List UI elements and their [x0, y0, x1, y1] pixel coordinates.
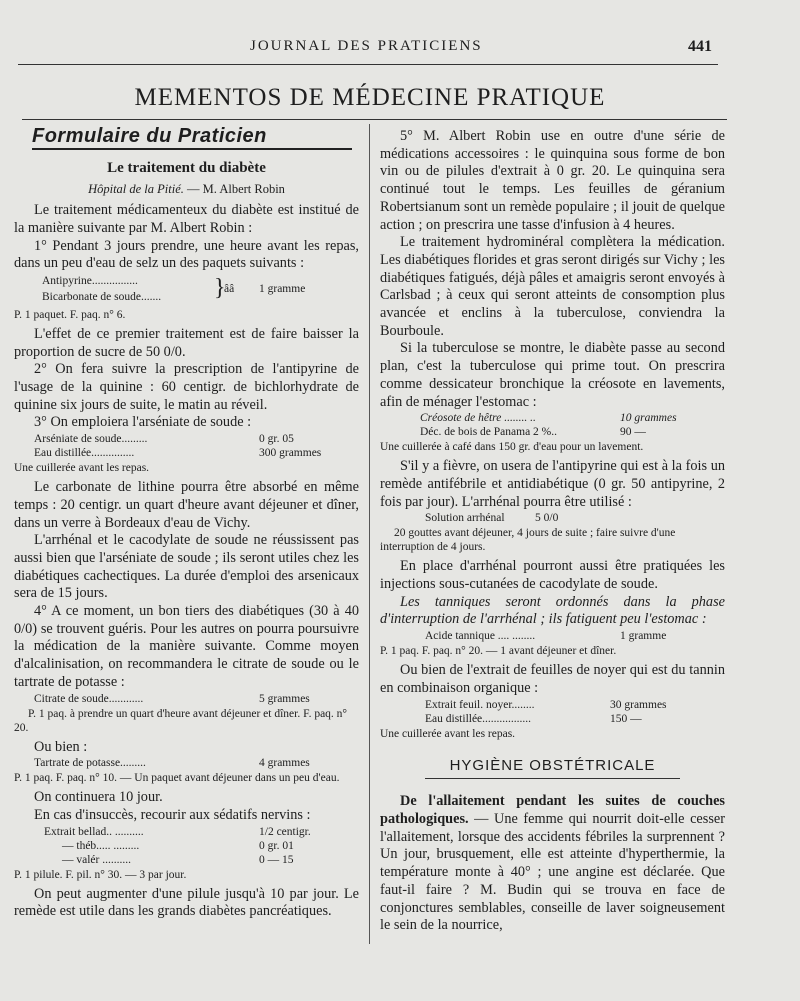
formula-dose: 90 —	[620, 426, 646, 439]
formula-ingredient: Créosote de hêtre ........ ..	[420, 412, 536, 425]
header-rule	[18, 64, 718, 65]
formula-ingredient: Tartrate de potasse.........	[34, 757, 146, 770]
paragraph: S'il y a fièvre, on usera de l'antipyrine qui est à la fois un remède antifébrile et antidiabétique (0 gr. 50 antipyrine, 2 fois par jour). L'arrhénal pourra être utilisé :	[380, 458, 725, 510]
formula-row	[14, 839, 359, 853]
formula-row	[380, 698, 725, 712]
paragraph: Le carbonate de lithine pourra être absorbé en même temps : 20 centigr. un quart d'heure avant déjeuner et dîner, dans un verre à Bordeaux d'eau de Vichy.	[14, 479, 359, 531]
formula-dose: 0 gr. 05	[259, 433, 294, 446]
paragraph: Ou bien de l'extrait de feuilles de noyer qui est du tannin en combinaison organique :	[380, 662, 725, 696]
formula-row	[14, 825, 359, 839]
formula-ingredient: Extrait bellad.. ..........	[44, 825, 144, 838]
paragraph-text: — Une femme qui nourrit doit-elle cesser l'allaitement, lorsque des accidents fébriles la surprennent ? Un jour, brusquement, elle est atteinte d'hyperthermie, la température monte à 40° ; une angine est déclarée. Que faut-il faire ? M. Budin qui se trouva en face de conjonctures semblables, conseille de laver soigneusement le sein de la nourrice,	[380, 810, 725, 934]
formula-antipyrine	[14, 273, 359, 307]
paragraph: 1° Pendant 3 jours prendre, une heure avant les repas, dans un peu d'eau de selz un des paquets suivants :	[14, 237, 359, 272]
formula-dose: 5 grammes	[259, 692, 310, 705]
paragraph: En cas d'insuccès, recourir aux sédatifs nervins :	[34, 806, 311, 823]
paragraph: Le traitement hydrominéral complètera la médication. Les diabétiques florides et gras seront dirigés sur Vichy ; les diabétiques fatigués, déjà pâles et amaigris seront envoyés à Carlsbad ; à ceux qui seront atteints de consomption plus avancée et enclins à la tuberculose, conviendra la Bourboule.	[380, 234, 725, 339]
formula-row	[14, 432, 359, 446]
formulaire-heading: Formulaire du Praticien	[32, 125, 267, 147]
paragraph: Ou bien :	[34, 738, 88, 755]
page-title: MEMENTOS DE MÉDECINE PRATIQUE	[134, 84, 606, 111]
section-location	[14, 181, 359, 199]
formula-dose: 1 gramme	[259, 282, 306, 295]
formula-row	[380, 511, 725, 525]
paragraph: Si la tuberculose se montre, le diabète passe au second plan, c'est la tuberculose qui prime tout. On prescrira comme dessicateur bronchique la créosote en lavements, afin de ménager l'estomac :	[380, 340, 725, 410]
paragraph: L'arrhénal et le cacodylate de soude ne réussissent pas aussi bien que l'arséniate de soude ; ils seront utiles chez les diabétiques cachectiques. La durée d'emploi des arsenicaux sera de 15 jours.	[14, 532, 359, 602]
column-divider	[369, 124, 370, 944]
formula-ingredient: Eau distillée...............	[34, 447, 135, 460]
formulaire-rule	[32, 148, 352, 150]
section-title: Le traitement du diabète	[107, 159, 266, 176]
formula-row	[380, 411, 725, 425]
formula-note: 20 gouttes avant déjeuner, 4 jours de suite ; faire suivre d'une interruption de 4 jours.	[380, 527, 676, 554]
paragraph: On continuera 10 jour.	[34, 789, 163, 806]
location-italic: Hôpital de la Pitié.	[88, 182, 184, 197]
right-column	[380, 128, 725, 935]
formula-note: P. 1 paquet. F. paq. n° 6.	[14, 308, 126, 321]
formula-dose: 4 grammes	[259, 757, 310, 770]
paragraph-text: Les tanniques seront ordonnés dans la phase d'interruption de l'arrhénal ; ils fatiguent peu l'estomac :	[380, 593, 725, 628]
formula-row	[14, 446, 359, 460]
paragraph: En place d'arrhénal pourront aussi être pratiquées les injections sous-cutanées de cacodylate de soude.	[380, 558, 725, 593]
formula-dose: 1/2 centigr.	[259, 825, 311, 838]
paragraph: Le traitement médicamenteux du diabète est institué de la manière suivante par M. Albert Robin :	[14, 202, 359, 236]
formula-dose: 10 grammes	[620, 412, 677, 425]
formula-row	[14, 756, 359, 770]
formula-dose: 5 0/0	[535, 512, 559, 525]
paragraph	[380, 594, 725, 629]
paragraph: 4° A ce moment, un bon tiers des diabétiques (30 à 40 0/0) se trouvent guéris. Pour les autres on pourra poursuivre la médication de la manière suivante. Comme moyen d'alcalinisation, on recommandera le citrate de soude ou le tartrate de potasse :	[14, 603, 359, 690]
formula-aa: ââ	[224, 282, 235, 295]
formula-note: P. 1 paq. F. paq. n° 10. — Un paquet avant déjeuner dans un peu d'eau.	[14, 772, 340, 785]
formula-ingredient: Citrate de soude............	[34, 692, 144, 705]
hygiene-heading: HYGIÈNE OBSTÉTRICALE	[449, 756, 656, 774]
formula-row	[380, 425, 725, 439]
formula-ingredient: — théb..... .........	[62, 839, 140, 852]
formula-row	[380, 629, 725, 643]
formula-ingredient: Déc. de bois de Panama 2 %..	[420, 426, 558, 439]
formula-ingredient: Bicarbonate de soude.......	[42, 290, 162, 303]
formula-note: P. 1 paq. F. paq. n° 20. — 1 avant déjeuner et dîner.	[380, 645, 617, 658]
formula-ingredient: Solution arrhénal	[425, 512, 505, 525]
formula-ingredient: Antipyrine................	[42, 274, 138, 287]
paragraph: 2° On fera suivre la prescription de l'antipyrine de l'usage de la quinine : 60 centigr. de bichlorhydrate de quinine six jours de suite, le matin au réveil.	[14, 361, 359, 413]
formula-dose: 300 grammes	[259, 447, 322, 460]
formula-row	[14, 853, 359, 867]
formula-note: P. 1 paq. à prendre un quart d'heure avant déjeuner et dîner. F. paq. n° 20.	[14, 707, 348, 734]
formula-note: Une cuillerée avant les repas.	[380, 727, 516, 740]
running-head	[0, 38, 800, 60]
paragraph: 5° M. Albert Robin use en outre d'une série de médications accessoires : le quinquina sous forme de bon vin ou de pilules d'extrait à 0 gr. 20. Le quinquina sera continué tout le temps. Les feuilles de géranium Robertsianum sont un remède populaire ; il jouit de quelque action ; on prescrira une tasse d'infusion à 4 heures.	[380, 128, 725, 233]
paragraph: L'effet de ce premier traitement est de faire baisser la proportion de sucre de 50 0/0.	[14, 325, 359, 360]
page-number: 441	[688, 38, 712, 55]
paragraph: 3° On emploiera l'arséniate de soude :	[34, 414, 252, 431]
brace: }	[214, 274, 226, 301]
formula-row	[14, 692, 359, 706]
formula-ingredient: Arséniate de soude.........	[34, 433, 148, 446]
formula-ingredient: Acide tannique .... ........	[425, 630, 536, 643]
formula-note: P. 1 pilule. F. pil. n° 30. — 3 par jour.	[14, 868, 187, 881]
location-author: — M. Albert Robin	[183, 182, 285, 197]
hygiene-rule	[425, 778, 680, 779]
formula-dose: 0 — 15	[259, 853, 294, 866]
formula-dose: 30 grammes	[610, 698, 667, 711]
title-rule	[22, 119, 727, 120]
formula-dose: 1 gramme	[620, 630, 667, 643]
left-column	[14, 125, 359, 921]
formula-dose: 0 gr. 01	[259, 839, 294, 852]
journal-title: JOURNAL DES PRATICIENS	[250, 38, 483, 54]
formula-note: Une cuillerée à café dans 150 gr. d'eau pour un lavement.	[380, 441, 644, 454]
paragraph-lead: De l'allaitement pendant les suites de couches pathologiques.	[380, 793, 725, 827]
formula-ingredient: Extrait feuil. noyer........	[425, 698, 535, 711]
paragraph: On peut augmenter d'une pilule jusqu'à 10 par jour. Le remède est utile dans les grands diabètes pancréatiques.	[14, 885, 359, 920]
formula-ingredient: Eau distillée.................	[425, 712, 532, 725]
formula-note: Une cuillerée avant les repas.	[14, 462, 150, 475]
formula-row	[380, 712, 725, 726]
formula-ingredient: — valér ..........	[62, 853, 131, 866]
paragraph	[380, 793, 725, 935]
formula-dose: 150 —	[610, 712, 642, 725]
